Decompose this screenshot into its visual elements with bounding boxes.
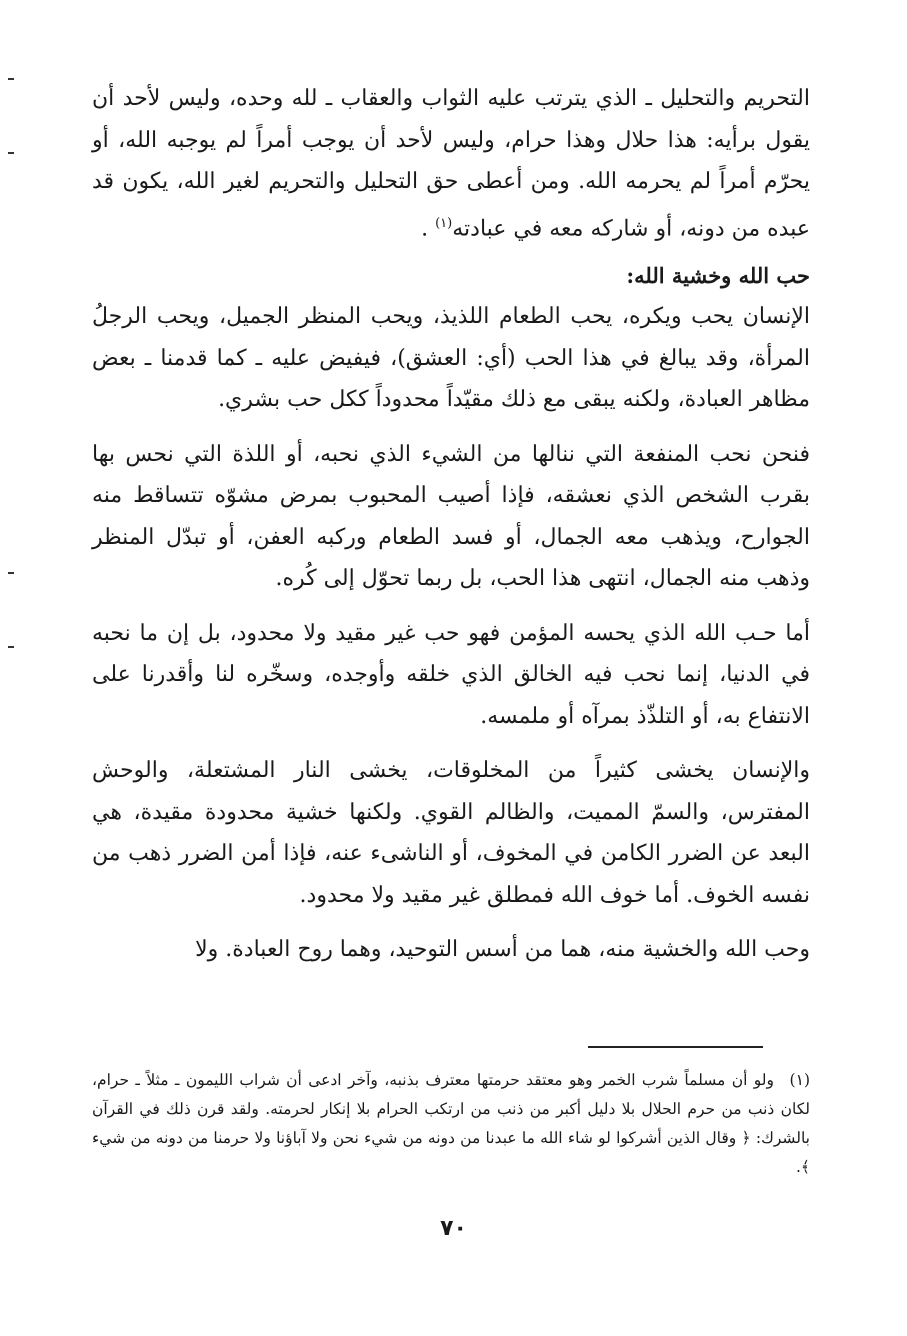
paragraph-5: والإنسان يخشى كثيراً من المخلوقات، يخشى النار المشتعلة، والوحش المفترس، والسمّ المميت، والظالم القوي. ولكنها خشية محدودة مقيدة، هي البعد عن الضرر الكامن في المخوف، أو الناشىء عنه، فإذا أمن الضرر ذهب من نفسه الخوف. أما خوف الله فمطلق غير مقيد ولا محدود. (92, 758, 810, 908)
page-body (92, 78, 810, 971)
margin-mark (8, 78, 14, 80)
margin-mark (8, 152, 14, 154)
footnote-reference: (١) (435, 215, 453, 231)
section-heading: حب الله وخشية الله: (626, 263, 810, 289)
paragraph-1-end: . (421, 215, 436, 241)
paragraph-3: فنحن نحب المنفعة التي ننالها من الشيء الذي نحبه، أو اللذة التي نحس بها بقرب الشخص الذي نعشقه، فإذا أصيب المحبوب بمرض مشوّه تتساقط منه الجوارح، ويذهب معه الجمال، أو فسد الطعام وركبه العفن، أو تبدّل المنظر وذهب منه الجمال، انتهى هذا الحب، بل ربما تحوّل إلى كُره. (92, 441, 810, 592)
paragraph-4: أما حـب الله الذي يحسه المؤمن فهو حب غير مقيد ولا محدود، بل إن ما نحبه في الدنيا، إنما نحب فيه الخالق الذي خلقه وأوجده، وسخّره لنا وأقدرنا على الانتفاع به، أو التلذّذ بمرآه أو ملمسه. (92, 620, 810, 729)
page-number: ٧٠ (440, 1216, 467, 1241)
paragraph-1-text: التحريم والتحليل ـ الذي يترتب عليه الثواب والعقاب ـ لله وحده، وليس لأحد أن يقول برأيه: هذا حلال وهذا حرام، وليس لأحد أن يوجب أمراً لم يوجبه الله، أو يحرّم أمراً لم يحرمه الله. ومن أعطى حق التحليل والتحريم لغير الله، يكون قد عبده من دونه، أو شاركه معه في عبادته (92, 86, 810, 241)
margin-mark (8, 572, 14, 574)
paragraph-6: وحب الله والخشية منه، هما من أسس التوحيد، وهما روح العبادة. ولا (195, 937, 810, 963)
margin-mark (8, 646, 14, 648)
footnote-separator (588, 1046, 763, 1048)
paragraph-1 (92, 78, 810, 249)
footnote-text: ولو أن مسلماً شرب الخمر وهو معتقد حرمتها معترف بذنبه، وآخر ادعى أن شراب الليمون ـ مثلاً ـ حرام، لكان ذنب من حرم الحلال بلا دليل أكبر من ذنب من ارتكب الحرام بلا إنكار لحرمته. ولقد قرن ذلك في القرآن بالشرك: ﴿ وقال الذين أشركوا لو شاء الله ما عبدنا من دونه من شيء نحن ولا آباؤنا ولا حرمنا من دونه من شيء ﴾. (92, 1071, 810, 1176)
footnote-number: (١) (789, 1071, 810, 1089)
footnote (92, 1066, 810, 1182)
paragraph-2: الإنسان يحب ويكره، يحب الطعام اللذيذ، ويحب المنظر الجميل، ويحب الرجلُ المرأة، وقد يبالغ في هذا الحب (أي: العشق)، فيفيض عليه ـ كما قدمنا ـ بعض مظاهر العبادة، ولكنه يبقى مع ذلك مقيّداً محدوداً ككل حب بشري. (92, 304, 810, 413)
